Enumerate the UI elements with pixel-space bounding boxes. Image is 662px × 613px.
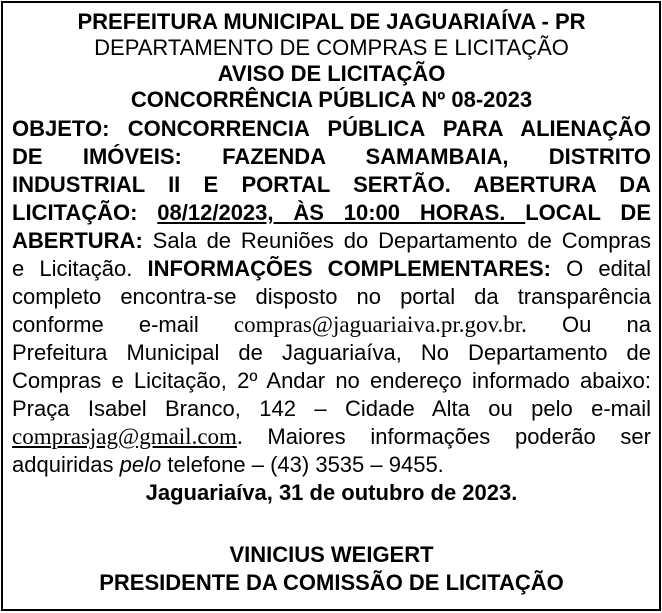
text-segment: DE IMÓVEIS: FAZENDA SAMAMBAIA, DISTRITO [12, 144, 651, 169]
text-segment: . [236, 424, 243, 449]
text-segment: INFORMAÇÕES COMPLEMENTARES: [147, 256, 567, 281]
signature-block [12, 541, 651, 597]
text-segment: INDUSTRIAL II E PORTAL SERTÃO. ABERTURA DA [12, 172, 651, 197]
body-line [12, 199, 651, 227]
body-line [12, 115, 651, 143]
text-segment: O edital [566, 256, 651, 281]
text-segment: Sala de Reuniões do Departamento de Compras [152, 228, 651, 253]
body-line [12, 395, 651, 423]
signatory-name: VINICIUS WEIGERT [229, 542, 434, 567]
body-line [12, 423, 651, 451]
text-segment: Prefeitura Municipal de Jaguariaíva, No Departamento de [12, 340, 651, 365]
body-line [12, 339, 651, 367]
notice-body [12, 115, 651, 479]
municipality-title: PREFEITURA MUNICIPAL DE JAGUARIAÍVA - PR [77, 9, 586, 34]
email-address: compras@jaguariaiva.pr.gov.br. [233, 312, 527, 337]
text-segment: LOCAL DE [525, 200, 651, 225]
phone-number: telefone – (43) 3535 – 9455. [161, 452, 444, 477]
text-segment: Maiores informações poderão ser [242, 424, 651, 449]
body-line [12, 451, 651, 479]
notice-type-title: AVISO DE LICITAÇÃO [217, 61, 446, 86]
body-line [12, 311, 651, 339]
body-line [12, 367, 651, 395]
text-segment: LICITAÇÃO: [12, 200, 158, 225]
bid-number-title: CONCORRÊNCIA PÚBLICA Nº 08-2023 [130, 87, 533, 112]
text-segment: Compras e Licitação, 2º Andar no endereço informado abaixo: [12, 368, 651, 393]
text-segment: Praça Isabel Branco, 142 – Cidade Alta ou pelo e-mail [12, 396, 651, 421]
text-segment: adquiridas [12, 452, 120, 477]
email-address: comprasjag@gmail.com [12, 424, 237, 449]
department-title: DEPARTAMENTO DE COMPRAS E LICITAÇÃO [94, 35, 569, 60]
text-segment: completo encontra-se disposto no portal da transparência [12, 284, 651, 309]
signatory-title: PRESIDENTE DA COMISSÃO DE LICITAÇÃO [99, 570, 564, 595]
text-segment: e Licitação. [12, 256, 148, 281]
body-line [12, 255, 651, 283]
text-segment: OBJETO: CONCORRENCIA PÚBLICA PARA ALIENAÇÃO [12, 116, 651, 141]
text-segment: ABERTURA: [12, 228, 153, 253]
body-line [12, 283, 651, 311]
body-line [12, 227, 651, 255]
text-segment: conforme e-mail [12, 312, 234, 337]
public-notice-sheet [1, 1, 661, 611]
opening-datetime: 08/12/2023, ÀS 10:00 HORAS. [157, 200, 526, 225]
text-segment: pelo [119, 452, 162, 477]
text-segment: Ou na [526, 312, 651, 337]
date-line: Jaguariaíva, 31 de outubro de 2023. [145, 480, 518, 505]
body-line [12, 143, 651, 171]
body-line [12, 171, 651, 199]
